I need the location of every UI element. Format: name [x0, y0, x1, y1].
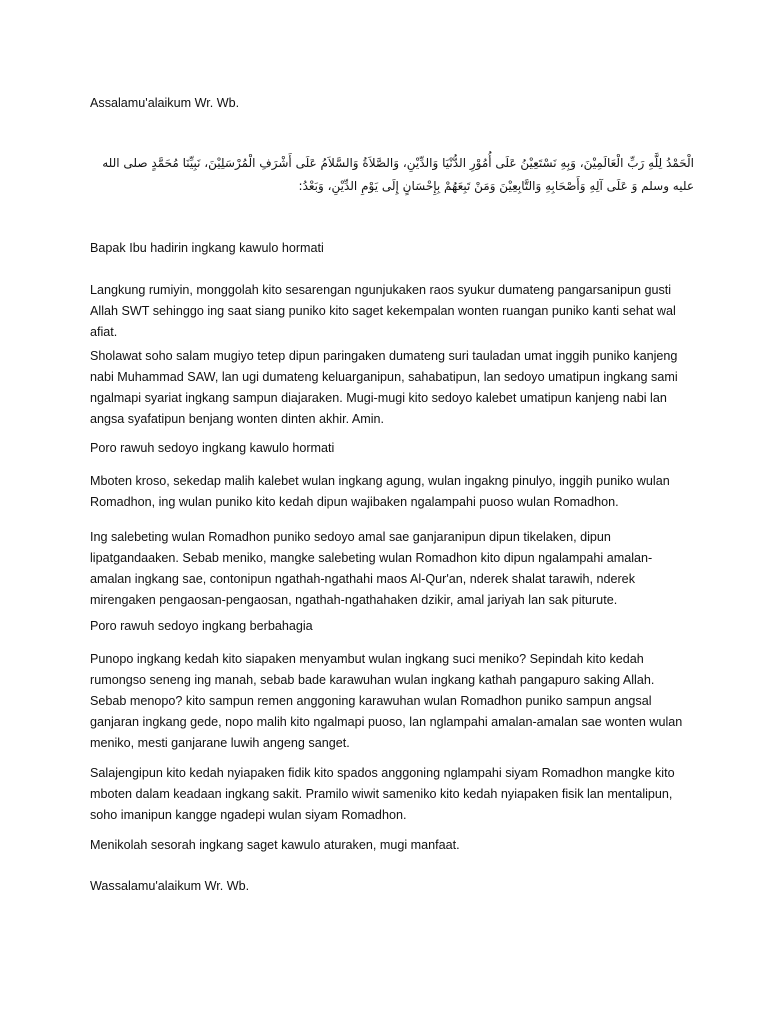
gratitude-paragraph: Langkung rumiyin, monggolah kito sesarengan ngunjukaken raos syukur dumateng pangarsanipun gusti Allah SWT sehinggo ing saat siang puniko kito saget kekempalan wonten ruangan puniko kanti sehat wal afiat. [90, 283, 676, 339]
opening-greeting: Assalamu'alaikum Wr. Wb. [90, 96, 240, 110]
arabic-opening-prayer: الْحَمْدُ لِلَّهِ رَبِّ الْعَالَمِيْنَ، وَبِهِ نَسْتَعِيْنُ عَلَى أُمُوْرِ الدُّنْيَا وَالدِّيْنِ، وَالصَّلاَةُ وَالسَّلاَمُ عَلَى أَشْرَفِ الْمُرْسَلِيْنَ، نَبِيِّنَا مُحَمَّدٍ صلى الله عليه وسلم وَ عَلَى آلِهِ وَأَصْحَابِهِ وَالتَّابِعِيْنَ وَمَنْ تَبِعَهُمْ بِإِحْسَانٍ إِلَى يَوْمِ الدِّيْنِ، وَبَعْدُ: [102, 156, 694, 193]
closing-greeting: Wassalamu'alaikum Wr. Wb. [90, 879, 250, 893]
sholawat-paragraph: Sholawat soho salam mugiyo tetep dipun paringaken dumateng suri tauladan umat inggih puniko kanjeng nabi Muhammad SAW, lan ugi dumateng keluarganipun, sahabatipun, lan sedoyo umatipun ingkang sami ngalmapi syariat ingkang sampun diajaraken. Mugi-mugi kito sedoyo kalebet umatipun kanjeng nabi lan angsa syafatipun benjang wonten dinten akhir. Amin. [90, 349, 678, 426]
preparation-paragraph: Punopo ingkang kedah kito siapaken menyambut wulan ingkang suci meniko? Sepindah kito kedah rumongso seneng ing manah, sebab bade karawuhan wulan ingkang kathah pangapuro saking Allah. Sebab menopo? kito sampun remen anggoning karawuhan wulan Romadhon puniko sampun angsal ganjaran ingkang gede, nopo malih kito ngalmapi puoso, lan nglampahi amalan-amalan sae wonten wulan meniko, mesti ganjarane luwih angeng sanget. [90, 652, 683, 750]
audience-address-1: Bapak Ibu hadirin ingkang kawulo hormati [90, 241, 324, 255]
audience-address-3: Poro rawuh sedoyo ingkang berbahagia [90, 619, 313, 633]
physical-preparation-paragraph: Salajengipun kito kedah nyiapaken fidik kito spados anggoning nglampahi siyam Romadhon mangke kito mboten dalam keadaan ingkang sakit. Pramilo wiwit sameniko kito kedah nyiapaken fisik lan mentalipun, soho imanipun kangge ngadepi wulan siyam Romadhon. [90, 766, 675, 822]
romadhon-deeds-paragraph: Ing salebeting wulan Romadhon puniko sedoyo amal sae ganjaranipun dipun tikelaken, dipun lipatgandaaken. Sebab meniko, mangke salebeting wulan Romadhon kito dipun ngalampahi amalan-amalan ingkang sae, contonipun ngathah-ngathahi maos Al-Qur'an, nderek shalat tarawih, nderek mirengaken pengaosan-pengaosan, ngathah-ngathahaken dzikir, amal jariyah lan sak piturute. [90, 530, 653, 607]
audience-address-2: Poro rawuh sedoyo ingkang kawulo hormati [90, 441, 335, 455]
romadhon-intro-paragraph: Mboten kroso, sekedap malih kalebet wulan ingkang agung, wulan ingakng pinulyo, inggih puniko wulan Romadhon, ing wulan puniko kito kedah dipun wajibaken ngalampahi puoso wulan Romadhon. [90, 474, 670, 509]
closing-remark: Menikolah sesorah ingkang saget kawulo aturaken, mugi manfaat. [90, 838, 460, 852]
